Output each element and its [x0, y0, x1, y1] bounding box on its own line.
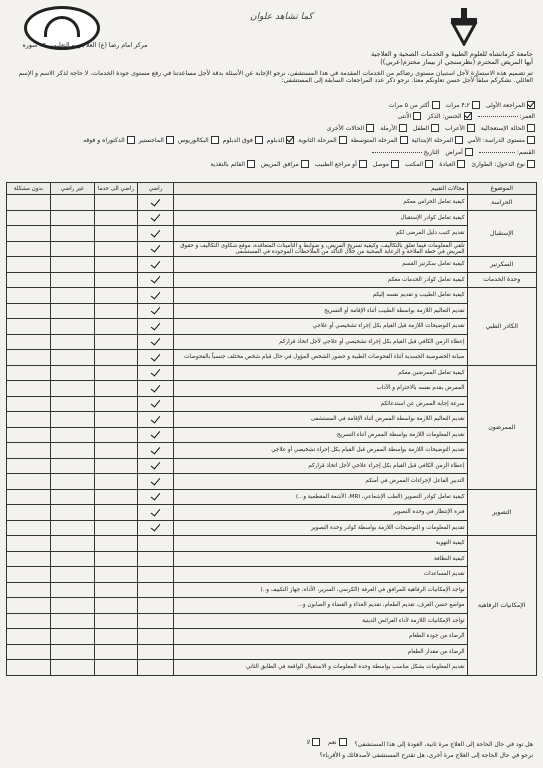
rating-cell[interactable]: [94, 288, 138, 304]
rating-satisfied-cell[interactable]: [138, 303, 173, 319]
rating-cell[interactable]: [50, 551, 94, 567]
criteria-cell: كيفية النظافة: [173, 551, 467, 567]
signature-text: کما تشاهد علوان: [250, 12, 313, 22]
rating-cell[interactable]: [94, 660, 138, 676]
rating-satisfied-cell[interactable]: [138, 396, 173, 412]
rating-cell[interactable]: [7, 660, 51, 676]
survey-intro: تم تصميم هذه الاستمارة لأجل استبيان مستوى رضاكم من الخدمات المقدمة في هذا المستشفى، نرجو الإجابة عن الأسئلة بدقة لأجل مساعدتنا في رفع مستوى جودة الخدمات. لا حاجة لذكر الاسم و الإسم العائلي. نشكركم سلفاً لأجل حسن تعاونكم معنا. نرجو ذكر عدد المراجعات السابقة إلى المستشفى:: [18, 70, 533, 85]
check-mark-icon: [151, 258, 161, 268]
check-mark-icon: [151, 305, 161, 315]
rating-cell[interactable]: [50, 272, 94, 288]
university-title: جامعة كرمانشاه للعلوم الطبية و الخدمات الصحية و العلاجية أيها المريض المحترم (نظرسنجي از بيمار محترم(عربي)): [371, 50, 533, 66]
table-row: [7, 288, 537, 304]
rating-cell[interactable]: [7, 520, 51, 536]
rating-cell[interactable]: [7, 613, 51, 629]
rating-satisfied-cell[interactable]: [138, 629, 173, 645]
option-ref-4[interactable]: أو مراجع الطبيب: [315, 160, 367, 168]
education-row: [8, 136, 535, 144]
rating-cell[interactable]: [7, 551, 51, 567]
rating-satisfied-cell[interactable]: [138, 272, 173, 288]
option-edu-0[interactable]: مستوى الدراسة: الأمي: [467, 136, 535, 144]
criteria-cell: تواجد الإمكانيات اللازمة لأداء الفرائض الدينية: [173, 613, 467, 629]
rating-cell[interactable]: [7, 505, 51, 521]
rating-cell[interactable]: [50, 644, 94, 660]
survey-table: [6, 182, 537, 676]
rating-cell[interactable]: [94, 629, 138, 645]
rating-cell[interactable]: [7, 241, 51, 257]
col-unsatisfied: غير راضي: [50, 183, 94, 195]
rating-cell[interactable]: [7, 474, 51, 490]
option-2-4-visits[interactable]: ۲ـ۴ مرات: [446, 101, 480, 109]
option-first-visit[interactable]: المراجعة الأولى: [486, 101, 535, 109]
criteria-cell: إعطاء الزمن الكافي قبل القيام بكل إجراء علاجي لأجل اتخاذ قراركم: [173, 458, 467, 474]
rating-cell[interactable]: [7, 458, 51, 474]
table-row: [7, 644, 537, 660]
rating-cell[interactable]: [7, 629, 51, 645]
rating-cell[interactable]: [94, 443, 138, 459]
rating-cell[interactable]: [94, 303, 138, 319]
criteria-cell: التدبير الفاعل لإجراءات الممرض في أمنكم: [173, 474, 467, 490]
rating-satisfied-cell[interactable]: [138, 644, 173, 660]
option-edu-4[interactable]: الدبلوم: [267, 136, 294, 144]
rating-cell[interactable]: [7, 272, 51, 288]
check-mark-icon: [151, 274, 161, 284]
col-topic: الموضوع: [467, 183, 536, 195]
table-row: [7, 443, 537, 459]
option-male[interactable]: الجنس: الذكر: [427, 112, 471, 120]
col-somewhat: راضي الى حدما: [94, 183, 138, 195]
rating-cell[interactable]: [50, 427, 94, 443]
rating-cell[interactable]: [50, 288, 94, 304]
section-category: السكرتير: [467, 257, 536, 273]
rating-satisfied-cell[interactable]: [138, 350, 173, 366]
rating-cell[interactable]: [94, 505, 138, 521]
rating-cell[interactable]: [50, 660, 94, 676]
section-category: وحدة الخدمات: [467, 272, 536, 288]
check-mark-icon: [151, 320, 161, 330]
option-ref-6[interactable]: القائم بالتغذية: [210, 160, 255, 168]
section-category: الحراسة: [467, 195, 536, 211]
rating-cell[interactable]: [50, 381, 94, 397]
table-row: [7, 319, 537, 335]
table-row: [7, 272, 537, 288]
footer-yes[interactable]: نعم: [328, 738, 347, 746]
date-field[interactable]: التاريخ: [372, 149, 440, 156]
option-case-4[interactable]: الحالات الأخرى: [327, 124, 375, 132]
rating-satisfied-cell[interactable]: [138, 381, 173, 397]
footer-q2: نرجو في حال الحاجة إلى العلاج مرة أخرى، هل تقترح المستشفى لأصدقائك و الأقرباء؟: [319, 752, 533, 759]
option-female[interactable]: الاُنثى: [398, 112, 422, 120]
rating-cell[interactable]: [7, 195, 51, 211]
rating-satisfied-cell[interactable]: [138, 443, 173, 459]
option-case-1[interactable]: الأعراب: [445, 124, 475, 132]
rating-cell[interactable]: [94, 226, 138, 242]
rating-cell[interactable]: [94, 458, 138, 474]
table-row: [7, 505, 537, 521]
rating-cell[interactable]: [50, 474, 94, 490]
rating-cell[interactable]: [94, 241, 138, 257]
rating-cell[interactable]: [94, 350, 138, 366]
option-case-0[interactable]: الحالة الإستعجالية: [481, 124, 535, 132]
case-row: [8, 124, 535, 132]
rating-cell[interactable]: [50, 567, 94, 583]
section-category: الإمكانيات الرفاهية: [467, 536, 536, 676]
option-case-3[interactable]: الأرملة: [380, 124, 407, 132]
rating-cell[interactable]: [7, 365, 51, 381]
criteria-cell: تقديم المعلومات اللازمة بواسطة الممرض أثناء التسريح: [173, 427, 467, 443]
rating-cell[interactable]: [7, 598, 51, 614]
check-mark-icon: [151, 289, 161, 299]
table-row: [7, 536, 537, 552]
table-row: [7, 334, 537, 350]
criteria-cell: تقديم المعلومات و التوضيحات اللازمة بواسطة كوادر وحدة التصوير: [173, 520, 467, 536]
table-row: [7, 474, 537, 490]
criteria-cell: كيفية تعامل سكرتير القسم: [173, 257, 467, 273]
check-mark-icon: [151, 227, 161, 237]
rating-cell[interactable]: [94, 474, 138, 490]
ward-field[interactable]: القسم:: [479, 149, 535, 156]
criteria-cell: صيانة الخصوصية الجسدية أثناء الفحوصات الطبية و حضور الشخص المؤول في حال قيام شخص مختلف جنسياً بالفحوصات: [173, 350, 467, 366]
check-mark-icon: [151, 460, 161, 470]
rating-satisfied-cell[interactable]: [138, 520, 173, 536]
criteria-cell: إعطاء الزمن الكافي قبل القيام بكل إجراء تشخيصي أو علاجي لأجل اتخاذ قراركم: [173, 334, 467, 350]
check-mark-icon: [151, 398, 161, 408]
rating-cell[interactable]: [94, 489, 138, 505]
rating-cell[interactable]: [50, 520, 94, 536]
survey-body: [7, 195, 537, 676]
table-row: [7, 598, 537, 614]
check-mark-icon: [151, 475, 161, 485]
rating-satisfied-cell[interactable]: [138, 257, 173, 273]
rating-cell[interactable]: [7, 303, 51, 319]
check-mark-icon: [151, 382, 161, 392]
rating-cell[interactable]: [7, 644, 51, 660]
rating-cell[interactable]: [50, 458, 94, 474]
rating-satisfied-cell[interactable]: [138, 334, 173, 350]
rating-cell[interactable]: [94, 613, 138, 629]
table-header-row: [7, 183, 537, 195]
rating-cell[interactable]: [94, 210, 138, 226]
criteria-cell: كيفية تعامل كوادر الخدمات معكم: [173, 272, 467, 288]
check-mark-icon: [151, 491, 161, 501]
rating-cell[interactable]: [94, 644, 138, 660]
check-mark-icon: [151, 336, 161, 346]
rating-satisfied-cell[interactable]: [138, 195, 173, 211]
rating-cell[interactable]: [50, 365, 94, 381]
table-row: [7, 567, 537, 583]
age-field[interactable]: العمر:: [478, 113, 535, 120]
option-edu-5[interactable]: فوق الدبلوم: [223, 136, 263, 144]
rating-cell[interactable]: [50, 195, 94, 211]
rating-cell[interactable]: [94, 195, 138, 211]
rating-cell[interactable]: [50, 319, 94, 335]
ward-row: [8, 148, 535, 156]
table-row: [7, 226, 537, 242]
check-mark-icon: [151, 351, 161, 361]
rating-cell[interactable]: [94, 536, 138, 552]
table-row: [7, 629, 537, 645]
rating-cell[interactable]: [7, 427, 51, 443]
rating-satisfied-cell[interactable]: [138, 598, 173, 614]
rating-satisfied-cell[interactable]: [138, 613, 173, 629]
rating-satisfied-cell[interactable]: [138, 427, 173, 443]
criteria-cell: الممرض يقدم نفسه بالاحترام و الآداب: [173, 381, 467, 397]
rating-cell[interactable]: [50, 629, 94, 645]
rating-cell[interactable]: [94, 257, 138, 273]
rating-cell[interactable]: [50, 210, 94, 226]
table-row: [7, 303, 537, 319]
rating-cell[interactable]: [7, 443, 51, 459]
rating-cell[interactable]: [7, 396, 51, 412]
criteria-cell: كيفية تعامل الممرضين معكم: [173, 365, 467, 381]
rating-cell[interactable]: [50, 303, 94, 319]
criteria-cell: الرضاء من جودة الطعام: [173, 629, 467, 645]
criteria-cell: تقديم التعاليم اللازمة بواسطة الممرض أثناء الإقامة في المستشفى: [173, 412, 467, 428]
table-row: [7, 489, 537, 505]
col-criteria: مجالات التقييم: [173, 183, 467, 195]
check-mark-icon: [151, 212, 161, 222]
rating-satisfied-cell[interactable]: [138, 505, 173, 521]
rating-cell[interactable]: [50, 257, 94, 273]
rating-cell[interactable]: [50, 334, 94, 350]
rating-cell[interactable]: [94, 365, 138, 381]
section-category: الإستقبال: [467, 210, 536, 257]
table-row: [7, 458, 537, 474]
rating-cell[interactable]: [94, 381, 138, 397]
rating-satisfied-cell[interactable]: [138, 319, 173, 335]
rating-cell[interactable]: [7, 288, 51, 304]
rating-cell[interactable]: [50, 412, 94, 428]
criteria-cell: كيفية تعامل الحراس معكم: [173, 195, 467, 211]
rating-satisfied-cell[interactable]: [138, 489, 173, 505]
table-row: [7, 520, 537, 536]
rating-cell[interactable]: [50, 489, 94, 505]
option-edu-2[interactable]: المرحلة المتوسطة: [351, 136, 408, 144]
rating-cell[interactable]: [94, 334, 138, 350]
rating-cell[interactable]: [50, 582, 94, 598]
criteria-cell: كيفية تعامل كوادر التصوير (الطب الإشعاعي، MRI، الأشعة المقطعية و...): [173, 489, 467, 505]
col-satisfied: راضي: [138, 183, 173, 195]
rating-cell[interactable]: [7, 582, 51, 598]
option-ref-3[interactable]: موصل: [373, 160, 399, 168]
rating-satisfied-cell[interactable]: [138, 582, 173, 598]
table-row: [7, 582, 537, 598]
rating-cell[interactable]: [7, 412, 51, 428]
option-edu-3[interactable]: المرحلة الثانوية: [298, 136, 346, 144]
university-logo: [447, 6, 481, 46]
table-row: [7, 613, 537, 629]
footer-no[interactable]: لا: [307, 738, 320, 746]
rating-cell[interactable]: [7, 381, 51, 397]
criteria-cell: تقديم المعلومات بشكل مناسب بواسطة وحدة المعلومات و الاستقبال الواقعة في الطابق الثاني: [173, 660, 467, 676]
option-ward-1[interactable]: أمراض: [445, 148, 472, 156]
criteria-cell: تواجد الإمكانيات الرفاهية للمرافق في الغرفة (الكرسي، السرير، الأداة، جهاز التكييف و..): [173, 582, 467, 598]
table-row: [7, 381, 537, 397]
option-edu-8[interactable]: الدكتوراه و فوقه: [83, 136, 135, 144]
gender-row: [8, 112, 535, 120]
criteria-cell: فترة الإنتظار في وحدة التصوير: [173, 505, 467, 521]
check-mark-icon: [151, 506, 161, 516]
rating-cell[interactable]: [94, 427, 138, 443]
rating-satisfied-cell[interactable]: [138, 458, 173, 474]
check-mark-icon: [151, 444, 161, 454]
table-row: [7, 551, 537, 567]
rating-cell[interactable]: [50, 226, 94, 242]
criteria-cell: تلقي المعلومات فيما تعلق بالتكاليف، وكيفية تسريح المريض، و ضوابط و التأمينات المتعاقدة، موقع شكاوى التكاليف و حقوق المريض في خطة الملاحة و الرعاية الصحية من خلال التأكد من الملاحظات الموجودة في المستشفى: [173, 241, 467, 257]
rating-cell[interactable]: [94, 396, 138, 412]
check-mark-icon: [151, 196, 161, 206]
table-row: [7, 412, 537, 428]
criteria-cell: تقديم التعاليم اللازمة بواسطة الطبيب أثناء الإقامة أو التسريح: [173, 303, 467, 319]
check-mark-icon: [151, 243, 161, 253]
hospital-name: مركز امام رضا (ع) العلاجي و التعليمي ۱۹ سوره: [22, 42, 148, 49]
option-5-plus-visits[interactable]: أكثر من ۵ مرات: [389, 101, 440, 109]
referral-row: [8, 160, 535, 168]
table-row: [7, 241, 537, 257]
criteria-cell: تقديم كتيب دليل المرضى لكم: [173, 226, 467, 242]
rating-cell[interactable]: [7, 210, 51, 226]
section-category: الكادر الطبي: [467, 288, 536, 366]
option-ref-2[interactable]: المكتب: [405, 160, 433, 168]
table-row: [7, 350, 537, 366]
check-mark-icon: [151, 522, 161, 532]
rating-cell[interactable]: [7, 334, 51, 350]
rating-satisfied-cell[interactable]: [138, 226, 173, 242]
rating-cell[interactable]: [94, 319, 138, 335]
check-mark-icon: [151, 367, 161, 377]
option-case-2[interactable]: الطفل: [413, 124, 439, 132]
rating-cell[interactable]: [94, 520, 138, 536]
rating-cell[interactable]: [7, 489, 51, 505]
rating-cell[interactable]: [7, 567, 51, 583]
rating-cell[interactable]: [50, 536, 94, 552]
option-ref-5[interactable]: مرافق المريض: [261, 160, 309, 168]
rating-cell[interactable]: [94, 567, 138, 583]
rating-satisfied-cell[interactable]: [138, 474, 173, 490]
rating-satisfied-cell[interactable]: [138, 660, 173, 676]
rating-satisfied-cell[interactable]: [138, 210, 173, 226]
rating-cell[interactable]: [50, 396, 94, 412]
option-edu-1[interactable]: المرحلة الإبتدائية: [412, 136, 464, 144]
rating-cell[interactable]: [7, 226, 51, 242]
table-row: [7, 396, 537, 412]
option-edu-6[interactable]: البكالوريوس: [178, 136, 219, 144]
rating-cell[interactable]: [94, 551, 138, 567]
rating-cell[interactable]: [7, 350, 51, 366]
table-row: [7, 427, 537, 443]
rating-satisfied-cell[interactable]: [138, 567, 173, 583]
rating-cell[interactable]: [94, 598, 138, 614]
criteria-cell: تقديم المساعدات: [173, 567, 467, 583]
option-ref-0[interactable]: نوع الدخول: الطوارئ: [471, 160, 535, 168]
rating-cell[interactable]: [50, 613, 94, 629]
rating-cell[interactable]: [50, 350, 94, 366]
section-category: التصوير: [467, 489, 536, 536]
criteria-cell: تقديم التوضيحات اللازمة بواسطة الممرض قبل القيام بكل إجراء تشخيصي أو علاجي: [173, 443, 467, 459]
rating-satisfied-cell[interactable]: [138, 412, 173, 428]
criteria-cell: تقديم التوضيحات اللازمة قبل القيام بكل إجراء تشخيصي أو علاجي: [173, 319, 467, 335]
col-no-issue: بدون مشكلة: [7, 183, 51, 195]
table-row: [7, 257, 537, 273]
rating-cell[interactable]: [94, 412, 138, 428]
rating-cell[interactable]: [94, 582, 138, 598]
criteria-cell: كيفية تعامل كوادر الإستقبال: [173, 210, 467, 226]
rating-cell[interactable]: [7, 319, 51, 335]
section-category: الممرضون: [467, 365, 536, 489]
table-row: [7, 195, 537, 211]
table-row: [7, 365, 537, 381]
option-ref-1[interactable]: العيادة: [439, 160, 465, 168]
check-mark-icon: [151, 413, 161, 423]
criteria-cell: كيفية التهوية: [173, 536, 467, 552]
rating-satisfied-cell[interactable]: [138, 536, 173, 552]
table-row: [7, 660, 537, 676]
rating-cell[interactable]: [94, 272, 138, 288]
rating-satisfied-cell[interactable]: [138, 551, 173, 567]
criteria-cell: الرضاء من مقدار الطعام: [173, 644, 467, 660]
check-mark-icon: [151, 429, 161, 439]
criteria-cell: كيفية تعامل الطبيب و تقديم نفسه إليكم: [173, 288, 467, 304]
criteria-cell: مواضع حسن الغرف، تقديم الطعام، تقديم الغذاء و القضاء و الصابون و...: [173, 598, 467, 614]
rating-cell[interactable]: [50, 443, 94, 459]
visits-row: [8, 101, 535, 109]
rating-satisfied-cell[interactable]: [138, 365, 173, 381]
option-edu-7[interactable]: الماجستير: [139, 136, 174, 144]
rating-cell[interactable]: [50, 598, 94, 614]
rating-satisfied-cell[interactable]: [138, 288, 173, 304]
footer-q1: هل تود في حال الحاجة إلى العلاج مرة ثانية، العودة إلى هذا المستشفى؟ نعم لا: [306, 738, 533, 748]
rating-cell[interactable]: [7, 536, 51, 552]
rating-cell[interactable]: [50, 241, 94, 257]
rating-satisfied-cell[interactable]: [138, 241, 173, 257]
rating-cell[interactable]: [7, 257, 51, 273]
table-row: [7, 210, 537, 226]
rating-cell[interactable]: [50, 505, 94, 521]
criteria-cell: سرعة إجابة الممرض عن استدعائكم: [173, 396, 467, 412]
